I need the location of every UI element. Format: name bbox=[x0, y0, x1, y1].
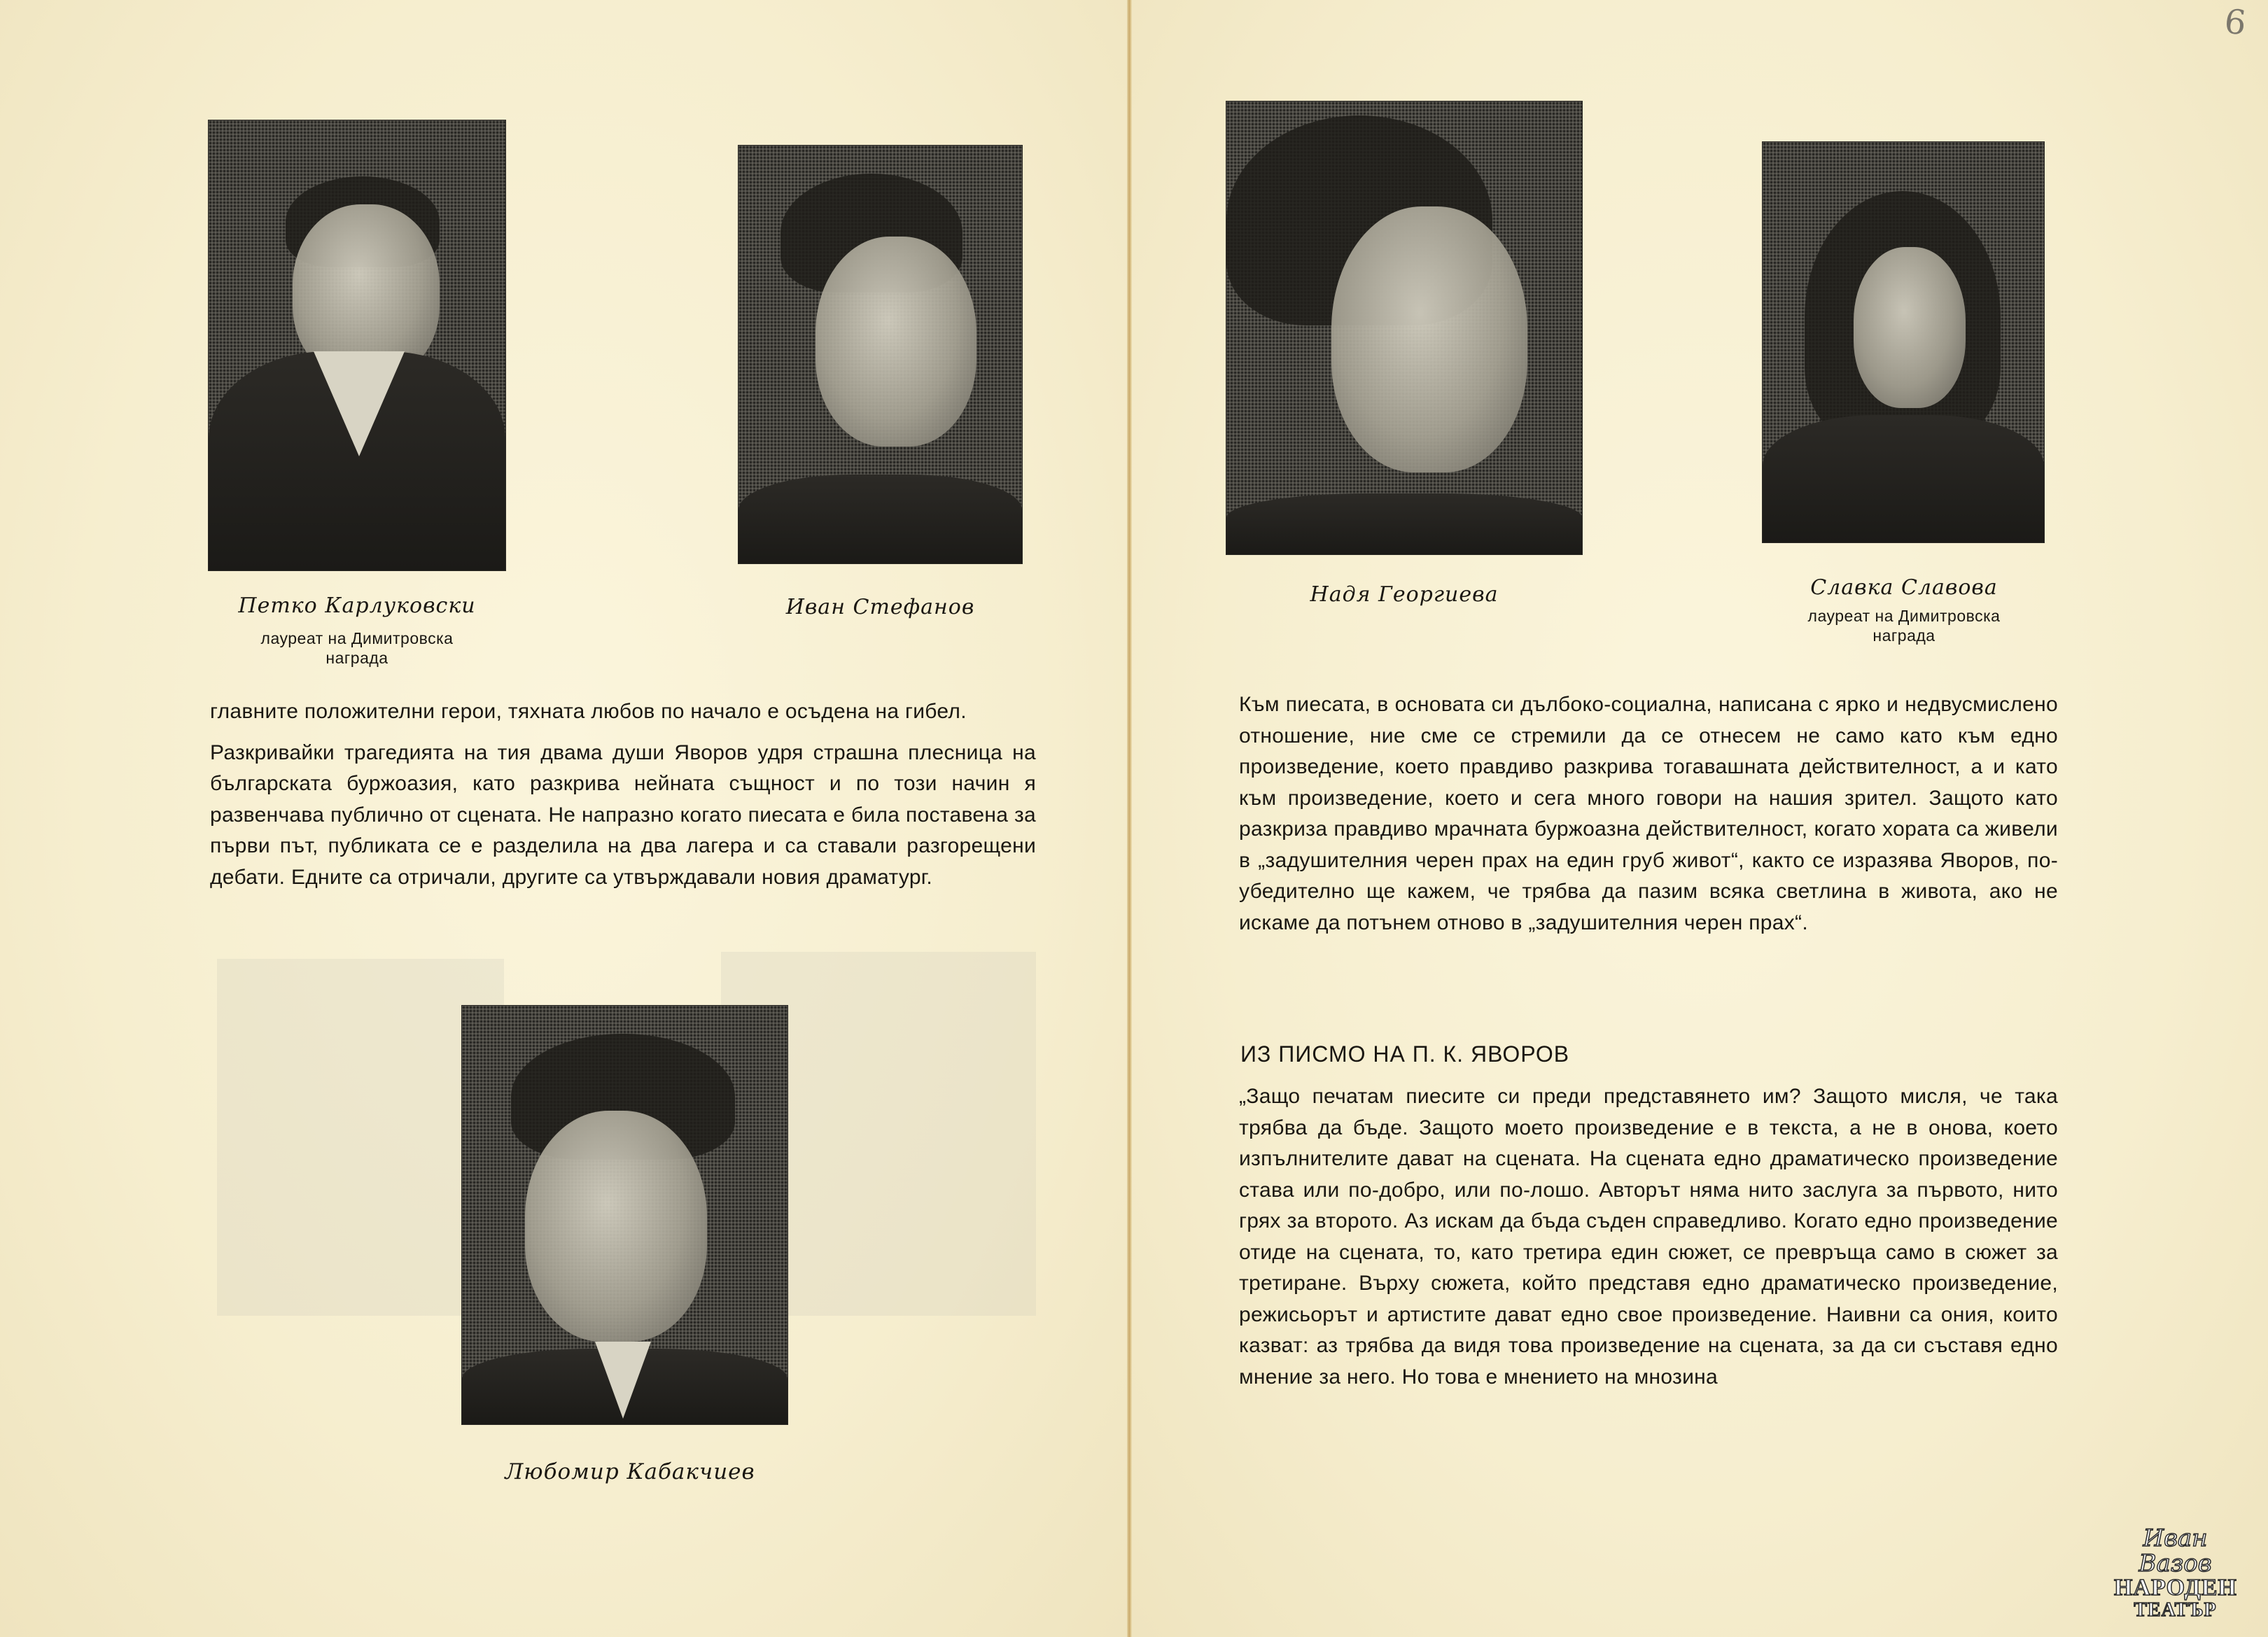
portrait-name-nadya-georgieva: Надя Георгиева bbox=[1310, 582, 1499, 607]
left-page-body-text bbox=[210, 696, 1036, 893]
paragraph: главните положителни герои, тяхната любов по начало е осъдена на гибел. bbox=[210, 700, 967, 723]
right-page-letter-text bbox=[1239, 1081, 2058, 1393]
portrait-name-petko-karlukovski: Петко Карлуковски bbox=[238, 593, 476, 618]
section-heading: ИЗ ПИСМО НА П. К. ЯВОРОВ bbox=[1240, 1041, 1570, 1067]
portrait-photo-nadya-georgieva bbox=[1226, 101, 1582, 554]
paragraph: Разкривайки трагедията на тия двама души Яворов удря страшна плесница на българската буржоазия, като разкрива нейната същност и по този начин я развенчава публично от сцената. Не напразно когато пиесата е била поставена за първи път, публиката се е разделила на два лагера и са ставали разгорещени дебати. Едните са отричали, другите са утвърждавали новия драматург. bbox=[210, 740, 1036, 889]
logo-script: Иван Вазов bbox=[2138, 1524, 2212, 1578]
portrait-name-lyubomir-kabakchiev: Любомир Кабакчиев bbox=[505, 1459, 755, 1484]
portrait-name-ivan-stefanov: Иван Стефанов bbox=[785, 595, 975, 619]
portrait-subtitle-slavka-slavova bbox=[1743, 606, 2065, 645]
book-spine bbox=[1127, 0, 1132, 1637]
portrait-photo-petko-karlukovski bbox=[209, 120, 505, 570]
paragraph: Към пиесата, в основата си дълбоко-социална, написана с ярко и недвусмислено отношение, ние сме се стремили да се отнесем не само като към едно произведение, което правдиво разкрива тогавашната действителност, а и като към произведение, което и сега много говори на нашия зрител. Защото като разкриза правдиво мрачната буржоазна действителност, когато хората са живели в „задушителния черен прах на един груб живот“, както се изразява Яворов, по-убедително ще кажем, че трябва да пазим всяка светлина в живота, ако не искаме да потънем отново в „задушителния черен прах“. bbox=[1239, 693, 2058, 934]
page-number: 6 bbox=[2222, 1, 2248, 43]
subtitle-line: награда bbox=[1872, 626, 1935, 645]
logo-line-1: НАРОДЕН bbox=[2114, 1575, 2237, 1601]
paragraph: „Защо печатам пиесите си преди представянето им? Защото мисля, че така трябва да бъде. Защото моето произведение е в текста, а не в онова, което изпълнителите дават на сцената. На сцената едно драматическо произведение става или по-добро, или по-лошо. Авторът няма нито заслуга за първото, нито грях за второто. Аз искам да бъда съден справедливо. Когато едно произведение отиде на сцената, то, като третира един сюжет, се превръща само в сюжет за третиране. Върху сюжета, който представя едно драматическо произведение, режисьорът и артистите дават едно свое произведение. Наивни са ония, които казват: аз трябва да видя това произведение на сцената, за да си съставя едно мнение за него. Но това е мнението на мнозина bbox=[1239, 1085, 2058, 1389]
right-page-intro-text bbox=[1239, 689, 2058, 939]
national-theatre-logo bbox=[2114, 1526, 2236, 1621]
portrait-subtitle-petko-karlukovski bbox=[209, 628, 505, 668]
portrait-name-slavka-slavova: Славка Славова bbox=[1810, 575, 1998, 600]
logo-line-2: ТЕАТЪР bbox=[2134, 1599, 2217, 1621]
subtitle-line: лауреат на Димитровска bbox=[260, 629, 454, 647]
subtitle-line: лауреат на Димитровска bbox=[1807, 607, 2001, 625]
portrait-photo-ivan-stefanov bbox=[738, 146, 1022, 563]
portrait-photo-slavka-slavova bbox=[1763, 142, 2044, 542]
portrait-photo-lyubomir-kabakchiev bbox=[462, 1006, 788, 1424]
subtitle-line: награда bbox=[326, 649, 388, 667]
bleed-through-left-1 bbox=[217, 959, 504, 1316]
